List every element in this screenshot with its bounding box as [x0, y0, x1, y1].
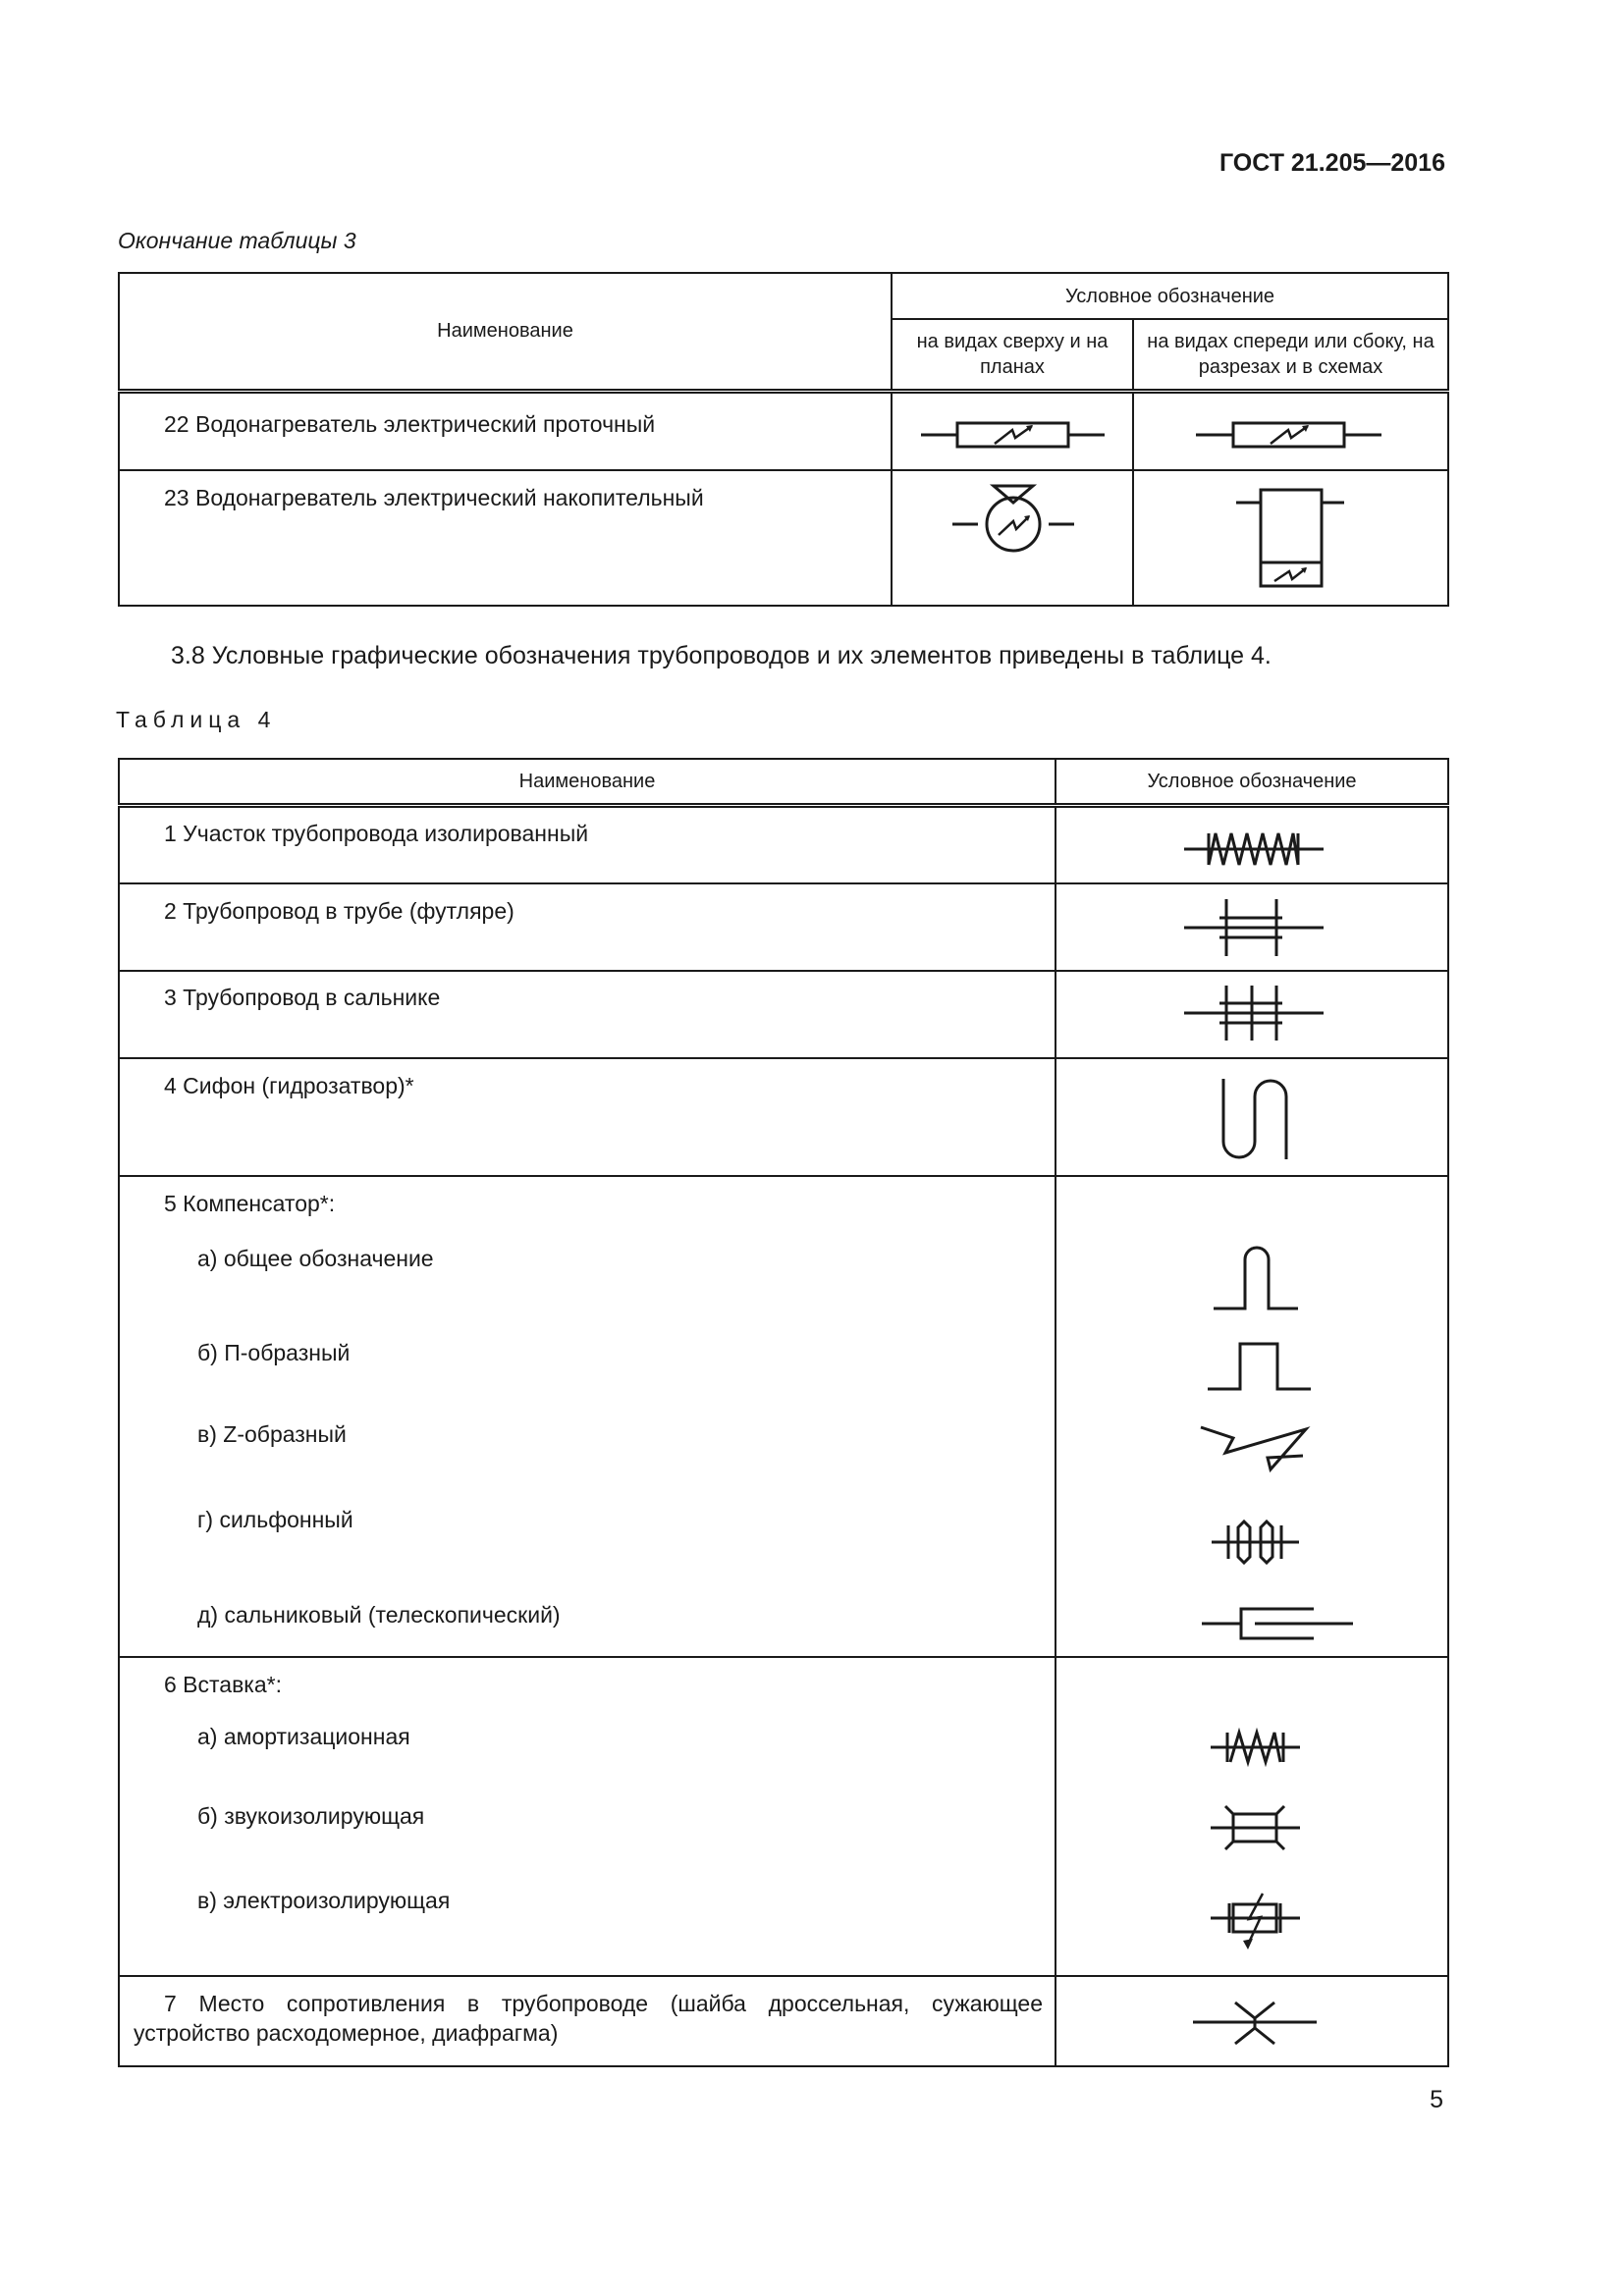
table4-row-6-name: 6 Вставка*:: [164, 1672, 283, 1697]
insert-soundproof-icon: [1211, 1806, 1300, 1849]
insulated-pipe-icon: [1056, 808, 1449, 886]
table3-row-23-name: 23 Водонагреватель электрический накопительный: [164, 485, 704, 510]
compensator-icons: [1056, 1177, 1449, 1658]
table3-header-plan-view: на видах сверху и на планах: [892, 319, 1133, 391]
table4-row-5-name: 5 Компенсатор*:: [164, 1191, 336, 1216]
table4-row-1-name: 1 Участок трубопровода изолированный: [164, 820, 589, 846]
table-row: [119, 883, 1448, 971]
pipe-in-sleeve-icon: [1056, 884, 1449, 972]
insert-damping-icon: [1211, 1733, 1300, 1762]
list-item: д) сальниковый (телескопический): [197, 1602, 561, 1628]
compensator-general-icon: [1214, 1248, 1298, 1308]
table4-header-name: Наименование: [119, 759, 1056, 805]
table4: [118, 758, 1449, 2067]
page-number: 5: [1430, 2086, 1443, 2113]
table-row: [119, 971, 1448, 1058]
compensator-u-shaped-icon: [1208, 1344, 1311, 1389]
table4-row-7-name: 7 Место сопротивления в трубопроводе (шайба дроссельная, сужающее устройство расходомерное, диафрагма): [134, 1991, 1043, 2046]
table4-row-3-name: 3 Трубопровод в сальнике: [164, 985, 441, 1010]
table-row: [119, 1976, 1448, 2066]
table-row: [119, 391, 1448, 470]
flow-heater-plan-icon: [893, 394, 1134, 473]
table3-header-name: Наименование: [119, 273, 892, 391]
table-row: [119, 1176, 1448, 1657]
list-item: а) общее обозначение: [197, 1246, 434, 1271]
list-item: а) амортизационная: [197, 1724, 410, 1749]
compensator-bellows-icon: [1212, 1522, 1299, 1563]
paragraph-3-8: 3.8 Условные графические обозначения трубопроводов и их элементов приведены в таблице 4.: [171, 642, 1272, 669]
list-item: б) П-образный: [197, 1340, 351, 1365]
table4-row-4-name: 4 Сифон (гидрозатвор)*: [164, 1073, 414, 1098]
document-number: ГОСТ 21.205—2016: [1218, 149, 1445, 177]
table4-row-2-name: 2 Трубопровод в трубе (футляре): [164, 898, 514, 924]
insert-icons: [1056, 1658, 1449, 1977]
throttle-orifice-icon: [1056, 1977, 1449, 2067]
pipe-in-gland-icon: [1056, 972, 1449, 1059]
storage-heater-side-icon: [1134, 471, 1449, 607]
storage-heater-plan-icon: [893, 471, 1134, 607]
compensator-z-shaped-icon: [1201, 1427, 1306, 1469]
table3-header-side-view: на видах спереди или сбоку, на разрезах и в схемах: [1133, 319, 1448, 391]
table4-caption: Таблица 4: [116, 707, 277, 732]
siphon-icon: [1056, 1059, 1449, 1177]
table-row: [119, 470, 1448, 606]
list-item: в) Z-образный: [197, 1421, 347, 1447]
compensator-telescopic-icon: [1202, 1609, 1353, 1638]
table3-row-22-name: 22 Водонагреватель электрический проточный: [164, 410, 656, 437]
table-row: [119, 1657, 1448, 1976]
table3: [118, 272, 1449, 607]
table-row: [119, 1058, 1448, 1176]
table3-caption: Окончание таблицы 3: [118, 228, 356, 253]
list-item: в) электроизолирующая: [197, 1888, 451, 1913]
flow-heater-side-icon: [1134, 394, 1449, 473]
insert-electroinsulating-icon: [1211, 1894, 1300, 1949]
list-item: б) звукоизолирующая: [197, 1803, 425, 1829]
table-row: [119, 805, 1448, 883]
table3-header-symbol: Условное обозначение: [892, 273, 1448, 319]
list-item: г) сильфонный: [197, 1507, 353, 1532]
table4-header-symbol: Условное обозначение: [1056, 759, 1448, 805]
